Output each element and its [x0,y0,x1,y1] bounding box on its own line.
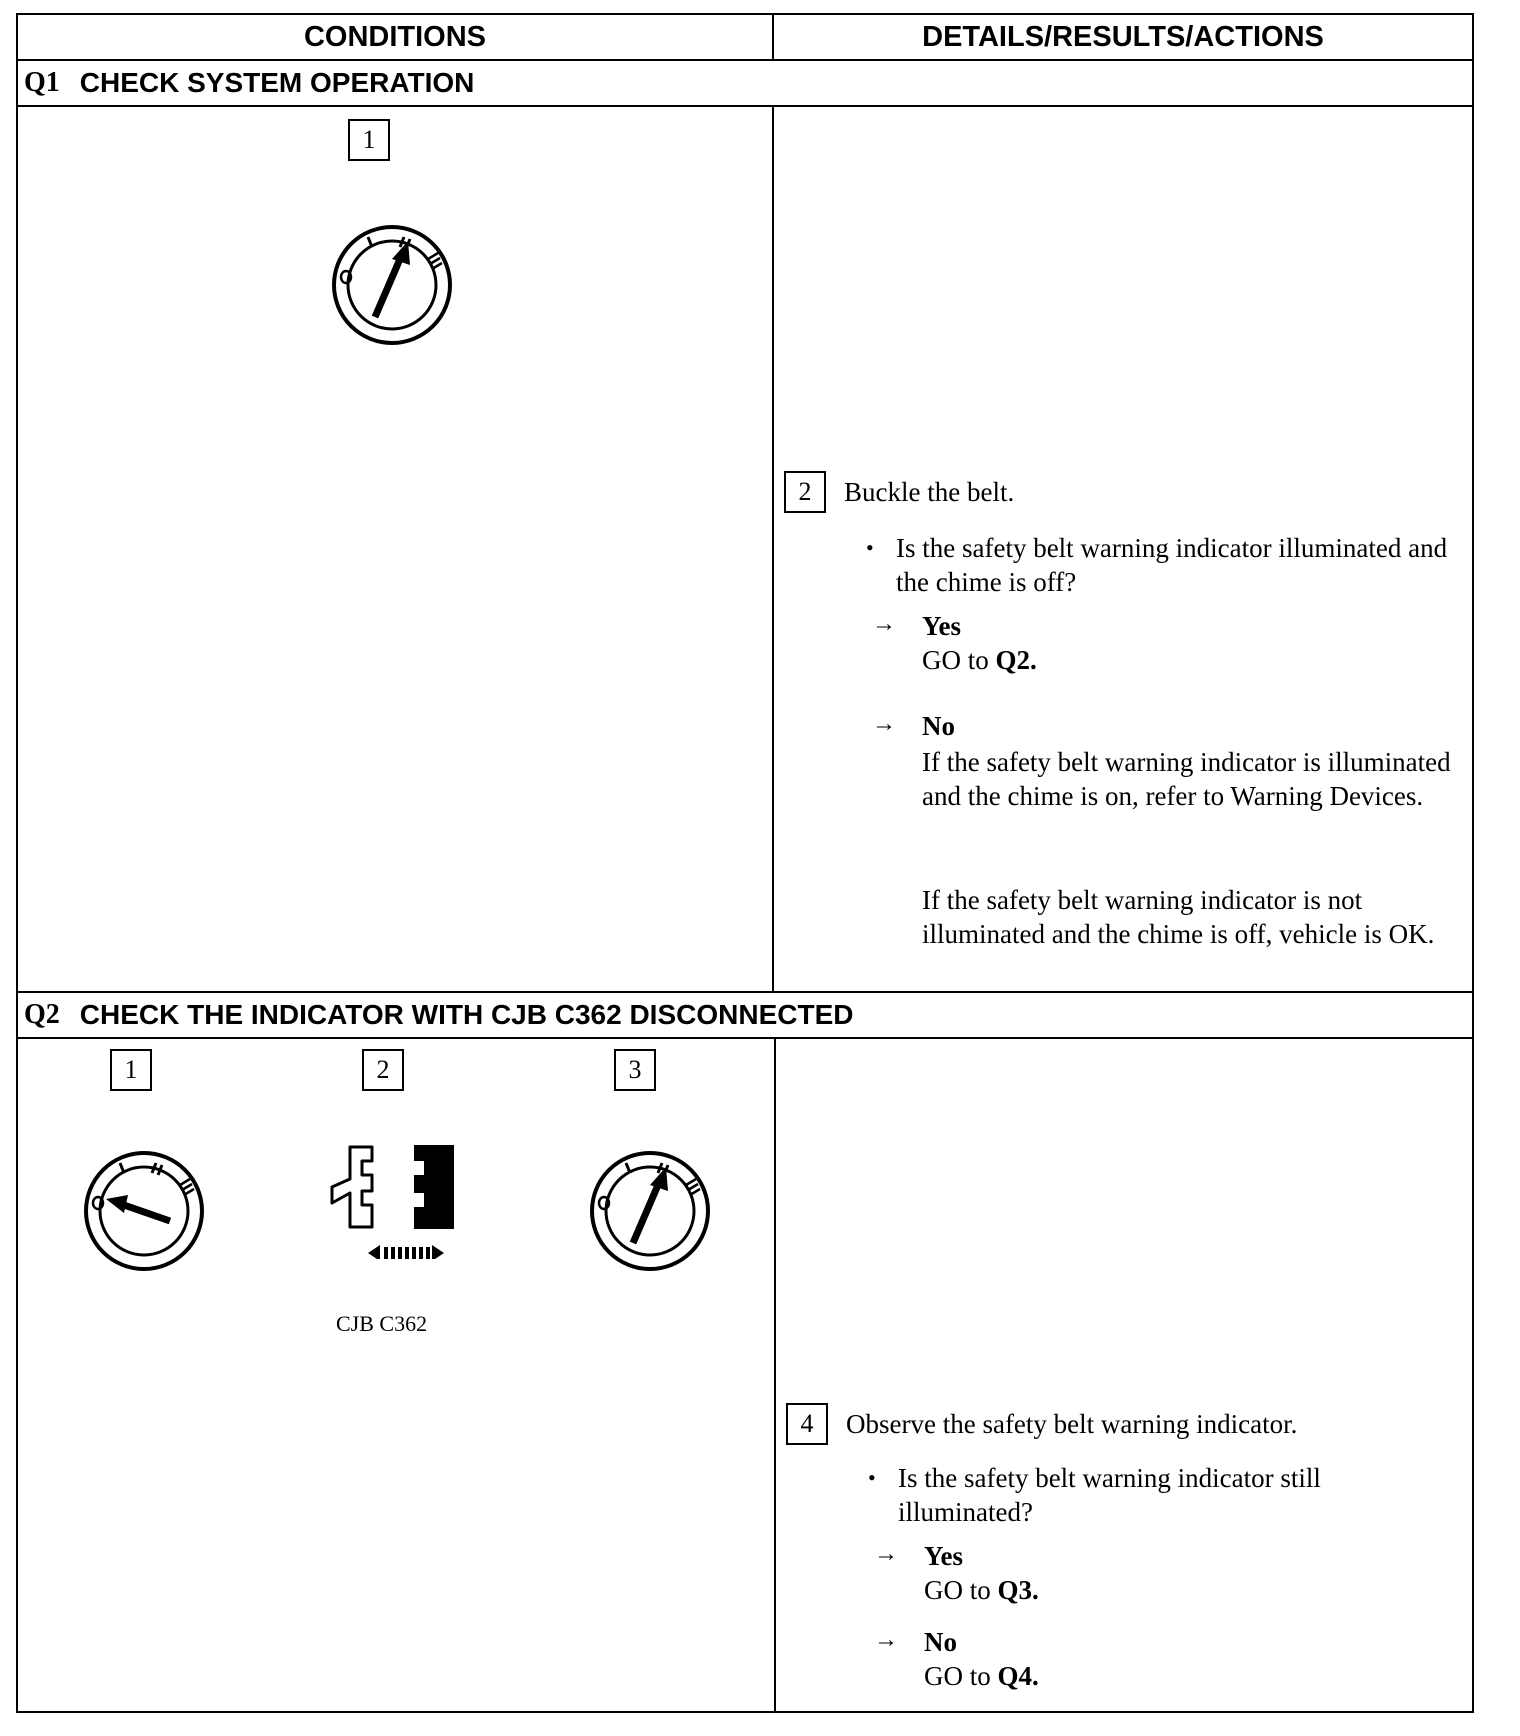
question-bullet [866,531,1456,599]
ignition-switch-on-icon [588,1149,712,1273]
answer-yes [872,609,1037,677]
goto-target-link[interactable]: Q2. [995,645,1037,675]
answer-label: Yes [922,611,961,641]
section-title-text: CHECK THE INDICATOR WITH CJB C362 DISCONNECTED [79,999,854,1030]
step-instruction: Buckle the belt. [844,477,1015,507]
column-header-conditions: CONDITIONS [303,20,487,53]
question-number: Q2 [24,999,60,1030]
arrow-right-icon: → [872,611,896,637]
column-header-details: DETAILS/RESULTS/ACTIONS [922,20,1324,53]
answer-no-action: If the safety belt warning indicator is illuminated and the chime is on, refer to Warning Devices. [922,747,1451,811]
goto-target-link[interactable]: Q4. [997,1661,1039,1691]
answer-label: No [924,1627,957,1657]
arrow-right-icon: → [874,1627,898,1653]
answer-no-result: If the safety belt warning indicator is not illuminated and the chime is off, vehicle is OK. [922,885,1435,949]
step-instruction: Observe the safety belt warning indicator. [846,1409,1298,1439]
question-bullet [868,1461,1458,1529]
section-title-q1 [24,61,474,105]
step-number-box: 1 [348,119,390,161]
answer-label: Yes [924,1541,963,1571]
answer-no [872,709,955,743]
divider [18,1037,1472,1039]
connector-caption: CJB C362 [336,1311,428,1336]
divider [18,105,1472,107]
question-number: Q1 [24,67,60,98]
arrow-right-icon: → [872,711,896,737]
bullet-icon: • [866,535,874,560]
question-text: Is the safety belt warning indicator still illuminated? [898,1463,1321,1527]
step-number-box: 2 [784,471,826,513]
connector-disconnect-icon [328,1141,478,1259]
divider [774,1037,776,1713]
question-text: Is the safety belt warning indicator illuminated and the chime is off? [896,533,1448,597]
step-number-box: 3 [614,1049,656,1091]
step-number-box: 1 [110,1049,152,1091]
arrow-right-icon: → [874,1541,898,1567]
ignition-switch-on-icon [330,223,454,347]
answer-label: No [922,711,955,741]
answer-yes [874,1539,1039,1607]
goto-text: GO to [924,1661,991,1691]
step-number-box: 2 [362,1049,404,1091]
step-number-box: 4 [786,1403,828,1445]
bullet-icon: • [868,1465,876,1490]
section-title-text: CHECK SYSTEM OPERATION [79,67,475,98]
goto-target-link[interactable]: Q3. [997,1575,1039,1605]
divider [772,15,774,59]
goto-text: GO to [924,1575,991,1605]
divider [772,105,774,991]
section-title-q2 [24,993,853,1037]
ignition-switch-off-icon [82,1149,206,1273]
diagnostic-table [16,13,1474,1713]
goto-text: GO to [922,645,989,675]
answer-no [874,1625,1039,1693]
